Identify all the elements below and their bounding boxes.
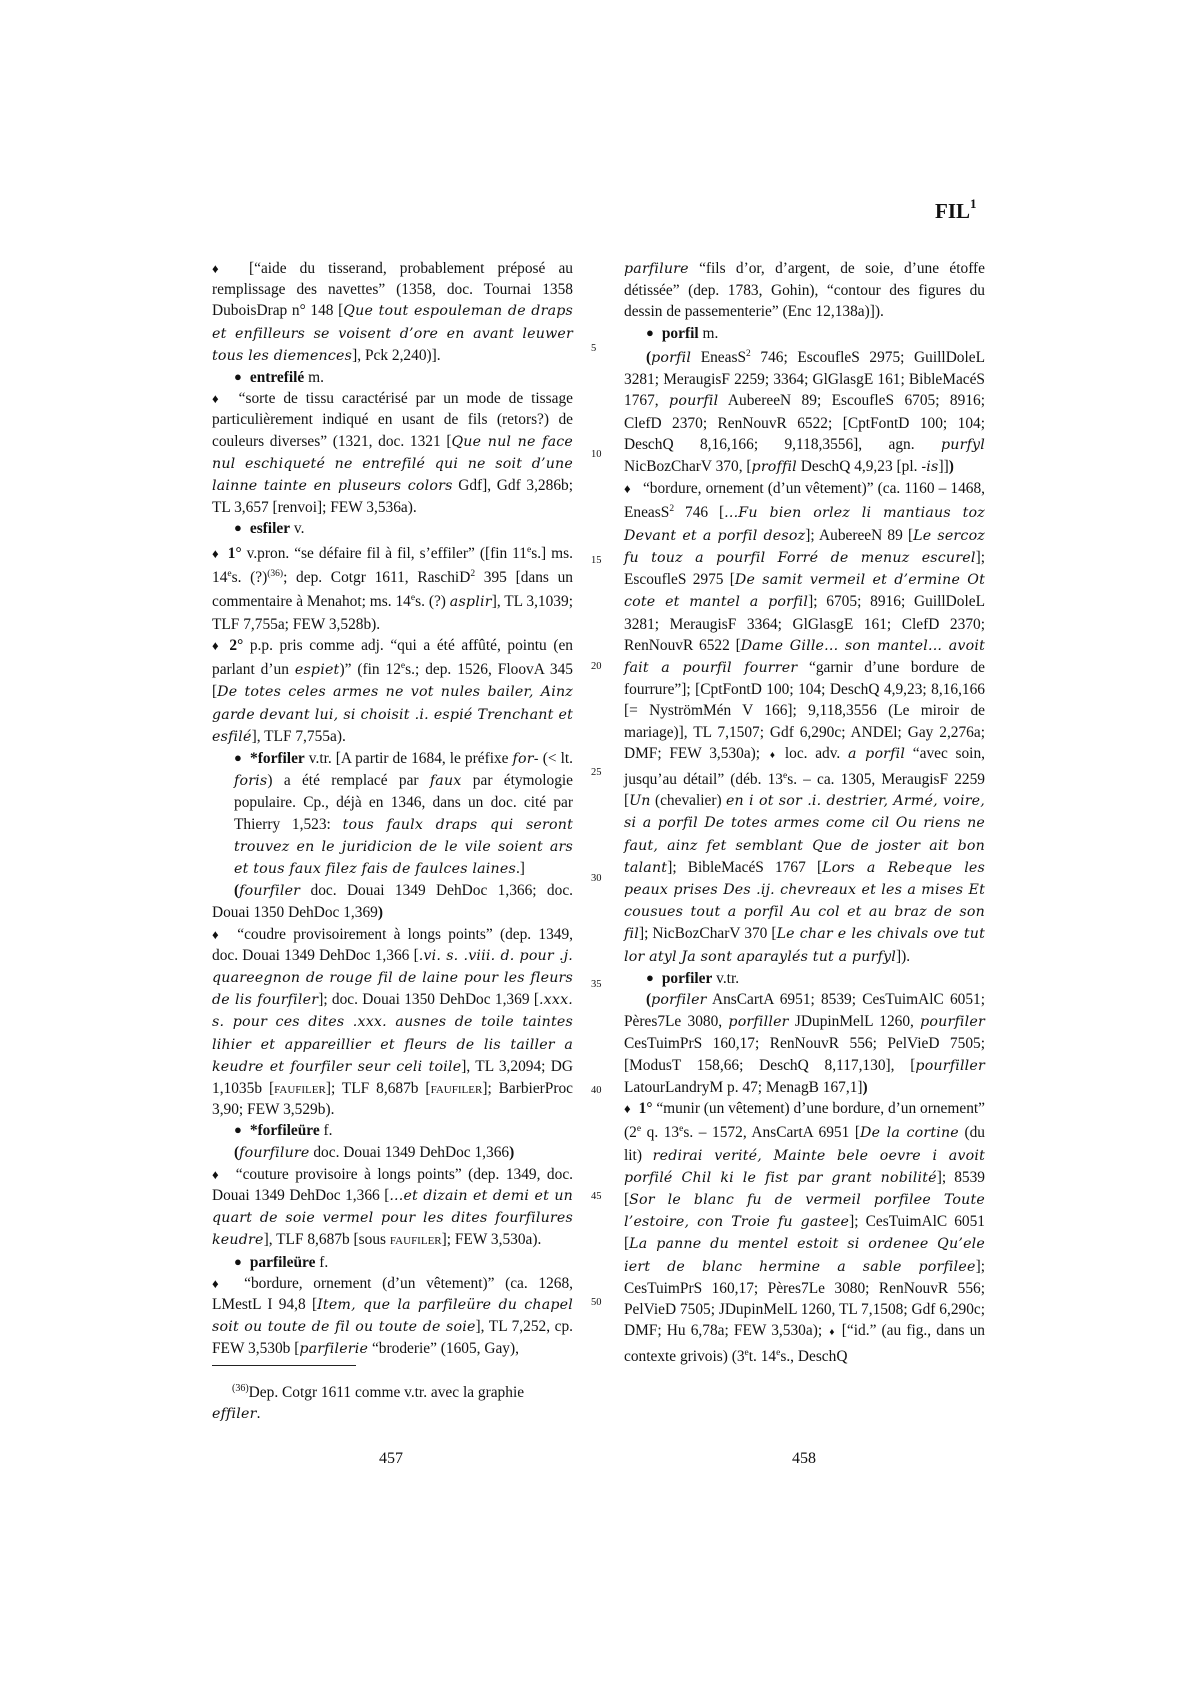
header-superscript: 1 bbox=[970, 196, 977, 211]
italic-term: espiet bbox=[294, 662, 340, 679]
quotation: .vi. s. .viii. d. pour .j. quareegnon de rouge fil de laine pour les fleurs de lis fourfiler bbox=[212, 947, 573, 1009]
text: “fils d’or, d’argent, de soie, d’une étoffe détissée” (dep. 1783, Gohin), “contour des figures du dessin de passementerie” (Enc 12,138a)]). bbox=[624, 260, 985, 321]
quotation: La panne du mentel estoit si ordenee Qu’ele iert de blanc hermine a sable porfilee bbox=[624, 1236, 985, 1275]
text: q. 13 bbox=[641, 1124, 680, 1142]
entry-paragraph bbox=[624, 478, 985, 968]
superscript: 2 bbox=[470, 568, 476, 579]
text: [“id.” (au fig., dans un contexte grivois) (3 bbox=[624, 1322, 985, 1366]
entry-paragraph bbox=[212, 258, 573, 367]
quotation: Un bbox=[629, 793, 651, 810]
line-number: 5 bbox=[591, 343, 597, 354]
text: ]). bbox=[896, 947, 911, 965]
header-title: FIL bbox=[935, 199, 971, 223]
footnote-reference[interactable]: (36) bbox=[267, 568, 284, 579]
paren: ) bbox=[377, 904, 383, 922]
footnote-number: (36) bbox=[232, 1383, 249, 1394]
paren: ) bbox=[862, 1078, 868, 1096]
text: ]; 8539 [ bbox=[624, 1168, 985, 1209]
part-of-speech: f. bbox=[319, 1122, 333, 1140]
quotation: redirai verité, Mainte bele oevre i avoit porfilé Chil ki le fist par grant nobilité bbox=[624, 1147, 985, 1186]
headword: *forfileüre bbox=[249, 1122, 320, 1140]
text: ]; AubereeN 89 [ bbox=[805, 526, 914, 544]
text: s. – ca. 1305, MeraugisF 2259 [ bbox=[624, 771, 985, 810]
text: )” (fin 12 bbox=[339, 661, 401, 679]
line-number: 15 bbox=[591, 555, 602, 566]
headword: *forfiler bbox=[250, 749, 305, 767]
text: “munir (un vêtement) d’une bordure, d’un ornement” (2 bbox=[624, 1100, 985, 1142]
text: ], TLF 7,755a). bbox=[251, 727, 346, 745]
text: t. 14 bbox=[748, 1348, 777, 1366]
italic-term: effiler bbox=[212, 1406, 257, 1423]
quotation: De la cortine bbox=[860, 1125, 959, 1142]
line-number: 30 bbox=[591, 873, 602, 884]
line-number: 45 bbox=[591, 1191, 602, 1202]
entry-paragraph bbox=[624, 1098, 985, 1368]
text: s.] ms. 14 bbox=[212, 544, 573, 587]
forms-list bbox=[212, 880, 573, 923]
entry-continuation bbox=[624, 258, 985, 323]
text: (du lit) bbox=[624, 1124, 985, 1164]
diamond-icon: ♦ bbox=[212, 1275, 226, 1291]
paren: ( bbox=[646, 991, 652, 1009]
superscript: e bbox=[400, 661, 406, 672]
superscript: e bbox=[527, 544, 532, 555]
sense-number: 2° bbox=[229, 636, 244, 654]
italic-term: parfilure bbox=[624, 261, 689, 277]
text: ]; BibleMacéS 1767 [ bbox=[667, 858, 823, 876]
text: 746 [ bbox=[674, 504, 725, 522]
italic-term: purfyl bbox=[940, 436, 985, 453]
entry-paragraph bbox=[212, 388, 573, 518]
text: p.p. pris comme adj. “qui a été affûté, pointu (en parlant d’un bbox=[212, 636, 573, 679]
text: EneasS bbox=[691, 348, 747, 366]
quotation: Lors a Rebeque les peaux prises Des .ij. chevreaux et les a mises Et cousues tout a porfil Au col et au braz de son fil bbox=[624, 859, 986, 943]
bullet-icon: ● bbox=[234, 1122, 242, 1138]
part-of-speech: v.tr. bbox=[712, 969, 740, 987]
text: ], Pck 2,240)]. bbox=[352, 346, 441, 364]
quotation: De totes celes armes ne vot nules bailer, Ainz garde devant lui, si choisit .i. espié Trenchant et esfilé bbox=[212, 684, 573, 745]
text: ]; TLF 8,687b [ bbox=[325, 1080, 431, 1098]
text: “sorte de tissu caractérisé par un mode de tissage particulièrement indiqué en usant de fils (retors?) de couleurs diverses” (1321, doc. 1321 [ bbox=[212, 390, 573, 450]
headword: porfil bbox=[661, 324, 699, 342]
text: AubereeN 89; EscoufleS 6705; 8916; ClefD 2370; RenNouvR 6522; [CptFontD 100; 104; DeschQ 8,16,166; 9,118,3556], agn. bbox=[624, 392, 985, 453]
superscript: e bbox=[636, 1124, 642, 1135]
italic-term: fourfiler bbox=[239, 883, 301, 900]
text: “bordure, ornement (d’un vêtement)” (ca. 1268, LMestL I 94,8 [ bbox=[212, 1274, 573, 1314]
text: s. – 1572, AnsCartA 6951 [ bbox=[683, 1124, 861, 1142]
small-diamond-icon: ♦ bbox=[766, 749, 779, 761]
italic-term: porfiller bbox=[728, 1014, 789, 1031]
small-caps-ref: faufiler bbox=[389, 1231, 442, 1249]
superscript: 2 bbox=[669, 504, 675, 515]
paren: ( bbox=[234, 1143, 240, 1161]
entry-paragraph bbox=[212, 635, 573, 748]
paren: ) bbox=[948, 457, 954, 475]
text: “broderie” (1605, Gay), bbox=[368, 1340, 519, 1358]
text: “bordure, ornement (d’un vêtement)” (ca. 1160 – 1468, EneasS bbox=[624, 480, 986, 522]
text: CesTuimPrS 160,17; RenNouvR 556; PelVieD 7505; [ModusT 158,66; DeschQ 8,117,130], [ bbox=[624, 1035, 985, 1074]
bullet-icon: ● bbox=[234, 369, 242, 385]
text: ]; BarbierProc 3,90; FEW 3,529b). bbox=[212, 1080, 574, 1119]
forms-list bbox=[624, 989, 985, 1098]
diamond-icon: ♦ bbox=[624, 1101, 631, 1117]
small-diamond-icon: ♦ bbox=[828, 1327, 836, 1339]
italic-term: pourfiller bbox=[915, 1057, 985, 1074]
text: 395 [dans un commentaire à Menahot; ms. 14 bbox=[212, 569, 573, 611]
bullet-icon: ● bbox=[234, 520, 242, 536]
text: loc. adv. bbox=[784, 744, 848, 762]
part-of-speech: v.tr. bbox=[304, 749, 336, 767]
text: ], TL 3,1039; TLF 7,755a; FEW 3,528b). bbox=[212, 593, 573, 633]
text: ], TL 3,2094; DG 1,1035b [ bbox=[212, 1057, 573, 1098]
etymology-note: [A partir de 1684, le préfixe bbox=[335, 749, 513, 767]
text: ]; doc. Douai 1350 DehDoc 1,369 [ bbox=[318, 991, 539, 1009]
text: ]] bbox=[938, 457, 949, 475]
text: LatourLandryM p. 47; MenagB 167,1] bbox=[624, 1078, 863, 1096]
diamond-icon: ♦ bbox=[212, 261, 228, 276]
text: 746; EscoufleS 2975; GuillDoleL 3281; MeraugisF 2259; 3364; GlGlasgE 161; BibleMacéS 1767, bbox=[624, 348, 986, 410]
italic-term: pourfiler bbox=[920, 1014, 985, 1031]
text: v.pron. “se défaire fil à fil, s’effiler” ([fin 11 bbox=[241, 544, 527, 562]
quotation: asplir bbox=[449, 594, 492, 611]
text: “couture provisoire à longs points” (dep. 1349, doc. Douai 1349 DehDoc 1,366 [ bbox=[212, 1165, 573, 1205]
text: ]; NicBozCharV 370 [ bbox=[638, 925, 777, 943]
footnote-divider bbox=[212, 1365, 356, 1366]
quotation: Dame Gille... son mantel... avoit fait a pourfil fourrer bbox=[624, 637, 985, 676]
headword-forfileure bbox=[212, 1120, 573, 1141]
text: ) a été remplacé par bbox=[267, 772, 430, 790]
part-of-speech: m. bbox=[698, 324, 719, 342]
italic-term: proffil bbox=[751, 458, 797, 475]
text: ; dep. Cotgr 1611, RaschiD bbox=[283, 569, 471, 587]
bullet-icon: ● bbox=[646, 969, 654, 985]
italic-term: a porfil bbox=[847, 745, 906, 762]
italic-term: fourfilure bbox=[239, 1144, 310, 1161]
text: ]; CesTuimAlC 6051 [ bbox=[624, 1213, 985, 1253]
quotation: Le char e les chivals ove tut lor atyl Ja sont aparaylés tut a purfyl bbox=[624, 926, 985, 965]
superscript: e bbox=[227, 568, 232, 579]
diamond-icon: ♦ bbox=[212, 926, 223, 942]
superscript: 2 bbox=[746, 348, 751, 359]
sense-number: 1° bbox=[227, 544, 242, 562]
text: Gdf], Gdf 3,286b; TL 3,657 [renvoi]; FEW 3,536a). bbox=[212, 477, 573, 517]
text: s. (?) bbox=[415, 593, 450, 611]
diamond-icon: ♦ bbox=[624, 481, 631, 497]
headword: entrefilé bbox=[249, 369, 305, 387]
text: ], TLF 8,687b [sous bbox=[263, 1231, 390, 1249]
text: “avec soin, jusqu’au détail” (déb. 13 bbox=[624, 744, 985, 789]
headword: esfiler bbox=[249, 520, 291, 538]
quotation: en i ot sor .i. destrier, Armé, voire, si a porfil De totes armes come cil Ou riens ne faut, ainz fet semblant Que de joster ait bon talant bbox=[624, 793, 985, 876]
bullet-icon: ● bbox=[646, 324, 654, 340]
text: NicBozCharV 370, [ bbox=[624, 457, 752, 475]
entry-paragraph bbox=[212, 540, 573, 635]
line-number: 35 bbox=[591, 979, 602, 990]
text: ], TL 7,252, cp. FEW 3,530b [ bbox=[212, 1318, 573, 1358]
left-column bbox=[212, 258, 573, 1361]
footnote bbox=[212, 1378, 573, 1425]
bullet-icon: ● bbox=[234, 1253, 242, 1269]
superscript: e bbox=[410, 593, 416, 604]
text: AnsCartA 6951; 8539; CesTuimAlC 6051; Pères7Le 3080, bbox=[624, 991, 985, 1031]
line-number: 50 bbox=[591, 1297, 602, 1308]
forms-list bbox=[624, 344, 985, 478]
headword-forfiler bbox=[212, 748, 573, 880]
italic-term: -is bbox=[921, 458, 939, 475]
paren: ) bbox=[509, 1143, 515, 1161]
headword-parfileure bbox=[212, 1252, 573, 1273]
text: s.; dep. 1526, FloovA 345 [ bbox=[212, 661, 574, 701]
text: s., DeschQ bbox=[780, 1348, 848, 1366]
part-of-speech: v. bbox=[290, 520, 305, 538]
part-of-speech: m. bbox=[304, 369, 324, 387]
line-number: 40 bbox=[591, 1085, 602, 1096]
line-number: 25 bbox=[591, 767, 602, 778]
italic-term: porfil bbox=[651, 349, 692, 366]
text: . bbox=[256, 1405, 261, 1423]
diamond-icon: ♦ bbox=[212, 545, 220, 561]
small-caps-ref: faufiler bbox=[274, 1080, 326, 1098]
headword-porfil bbox=[624, 323, 985, 344]
diamond-icon: ♦ bbox=[212, 391, 223, 407]
italic-term: porfiler bbox=[651, 992, 707, 1009]
line-number: 20 bbox=[591, 661, 602, 672]
italic-term: parfilerie bbox=[299, 1341, 369, 1358]
diamond-icon: ♦ bbox=[212, 637, 222, 653]
footnote-text: Dep. Cotgr 1611 comme v.tr. avec la graphie bbox=[248, 1384, 525, 1402]
italic-term: for- bbox=[512, 750, 539, 767]
text: “garnir d’une bordure de fourrure”]; [CptFontD 100; 104; DeschQ 4,9,23; 8,16,166 [= NyströmMén V 166]; 9,118,3556 (Le miroir de mariage)], TL 7,1507; Gdf 6,290c; ANDEl; Gay 2,276a; DMF; FEW 3,530a); bbox=[624, 658, 985, 762]
sense-number: 1° bbox=[638, 1100, 653, 1118]
superscript: e bbox=[783, 770, 788, 781]
text: JDupinMelL 1260, bbox=[788, 1013, 921, 1031]
italic-term: foris bbox=[234, 773, 268, 790]
text: ]; CesTuimPrS 160,17; Pères7Le 3080; RenNouvR 556; PelVieD 7505; JDupinMelL 1260, TL 7,1508; Gdf 6,290c; DMF; Hu 6,78a; FEW 3,530a); bbox=[624, 1257, 986, 1340]
text: ]; FEW 3,530a). bbox=[441, 1231, 542, 1249]
quotation: Que tout espouleman de draps et enfilleurs se voisent d’ore en avant leuwer tous les diemences bbox=[212, 303, 573, 364]
paren: ( bbox=[234, 882, 240, 900]
quotation: Que nul ne face nul eschiqueté ne entrefilé qui ne soit d’une lainne tainte en pluseurs colors bbox=[212, 433, 573, 495]
part-of-speech: f. bbox=[315, 1253, 329, 1271]
text: ]; 6705; 8916; GuillDoleL 3281; MeraugisF 3364; GlGlasgE 161; ClefD 2370; RenNouvR 6522 [ bbox=[624, 593, 985, 654]
italic-term: pourfil bbox=[669, 393, 719, 410]
headword: parfileüre bbox=[249, 1253, 316, 1271]
quotation: Sor le blanc fu de vermeil porfilee Toute l’estoire, con Troie fu gastee bbox=[624, 1192, 985, 1231]
superscript: e bbox=[744, 1348, 749, 1359]
quotation: Le sercoz fu touz a pourfil Forré de menuz escurel bbox=[624, 527, 985, 566]
line-number: 10 bbox=[591, 449, 602, 460]
text: .] bbox=[515, 859, 525, 877]
text: s. (?) bbox=[231, 569, 268, 587]
text: doc. Douai 1349 DehDoc 1,366; doc. Douai 1350 DehDoc 1,369 bbox=[212, 882, 573, 922]
text: doc. Douai 1349 DehDoc 1,366 bbox=[309, 1143, 510, 1161]
entry-paragraph bbox=[212, 1273, 573, 1361]
page-number-left: 457 bbox=[379, 1450, 403, 1467]
text: (< lt. bbox=[538, 749, 573, 767]
quotation: De samit vermeil et d’ermine Ot cote et mantel a porfil bbox=[624, 572, 985, 611]
entry-paragraph bbox=[212, 924, 573, 1121]
quotation: ...et dizain et demi et un quart de soie vermel pour les dites fourfilures keudre bbox=[212, 1188, 573, 1249]
running-header bbox=[935, 198, 977, 224]
paren: ( bbox=[646, 348, 652, 366]
text: par étymologie populaire. Cp., déjà en 1346, dans un doc. cité par Thierry 1,523: bbox=[234, 772, 573, 833]
quotation: ...Fu bien orlez li mantiaus toz Devant et a porfil desoz bbox=[624, 505, 985, 544]
page-number-right: 458 bbox=[792, 1450, 816, 1467]
quotation: .xxx. s. pour ces dites .xxx. ausnes de toile taintes lihier et appareillier et fleurs de lis tailler a keudre et fourfiler seur celi toile bbox=[212, 992, 573, 1075]
quotation: tous faulx draps qui seront trouvez en le juridicion de le vile soient ars et tous faux filez fais de faulces laines bbox=[234, 816, 573, 877]
text: DeschQ 4,9,23 [pl. bbox=[796, 457, 922, 475]
headword: porfiler bbox=[661, 969, 713, 987]
bullet-icon: ● bbox=[234, 749, 243, 765]
text: “coudre provisoirement à longs points” (dep. 1349, doc. Douai 1349 DehDoc 1,366 [ bbox=[212, 925, 574, 964]
text: [“aide du tisserand, probablement préposé au remplissage des navettes” (1358, doc. Tournai 1358 DuboisDrap n° 148 [ bbox=[212, 260, 573, 320]
italic-term: faux bbox=[429, 773, 462, 790]
headword-entrefile bbox=[212, 367, 573, 388]
superscript: e bbox=[679, 1124, 684, 1135]
small-caps-ref: faufiler bbox=[430, 1080, 483, 1098]
superscript: e bbox=[776, 1348, 781, 1359]
headword-esfiler bbox=[212, 518, 573, 539]
text: (chevalier) bbox=[650, 792, 726, 810]
entry-paragraph bbox=[212, 1164, 573, 1252]
right-column bbox=[624, 258, 985, 1368]
forms-list bbox=[212, 1142, 573, 1164]
quotation: Item, que la parfileüre du chapel soit ou toute de fil ou toute de soie bbox=[212, 1297, 573, 1336]
headword-porfiler bbox=[624, 968, 985, 989]
diamond-icon: ♦ bbox=[212, 1166, 222, 1182]
text: ]; EscoufleS 2975 [ bbox=[624, 548, 985, 589]
